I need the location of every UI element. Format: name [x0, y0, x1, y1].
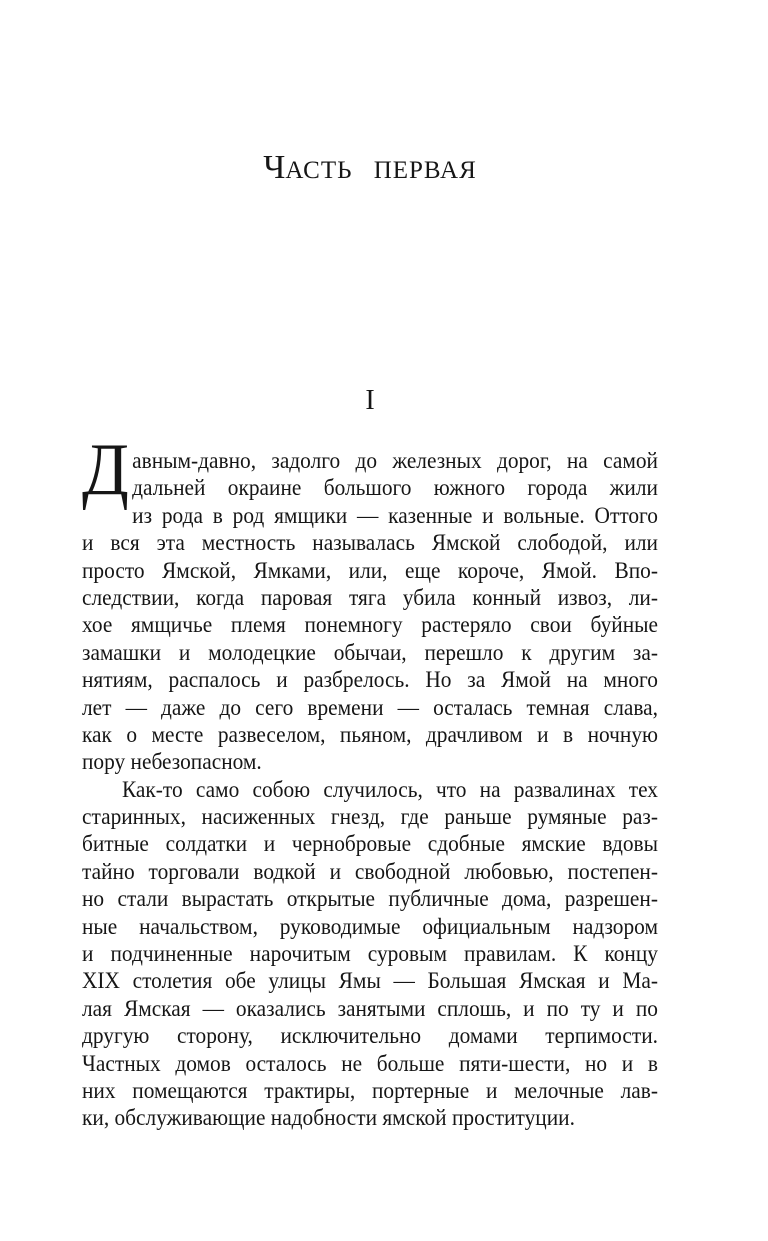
text-line: тайно торговали водкой и свободной любовью, постепен- — [82, 858, 658, 884]
part-heading — [82, 150, 658, 189]
text-line: нятиям, распалось и разбрелось. Но за Ямой на много — [82, 667, 658, 693]
text-line: старинных, насиженных гнезд, где раньше румяные раз- — [82, 804, 658, 830]
text-line: них помещаются трактиры, портерные и мелочные лав- — [82, 1077, 658, 1103]
text-line: ки, обслуживающие надобности ямской проституции. — [82, 1105, 575, 1131]
text-line: ные начальством, руководимые официальным надзором — [82, 913, 658, 939]
text-line: как о месте развеселом, пьяном, драчливом и в ночную — [82, 721, 658, 747]
text-line: авным-давно, задолго до железных дорог, на самой — [132, 448, 658, 473]
text-line: просто Ямской, Ямками, или, еще короче, Ямой. Впо- — [82, 557, 658, 583]
text-line: хое ямщичье племя понемногу растеряло свои буйные — [82, 612, 658, 638]
text-line: лет — даже до сего времени — осталась темная слава, — [82, 694, 658, 720]
text-line: XIX столетия обе улицы Ямы — Большая Ямская и Ма- — [82, 968, 658, 994]
part-heading-initial: Ч — [263, 149, 286, 186]
text-line: дальней окраине большого южного города жили — [132, 475, 658, 501]
text-block — [82, 429, 658, 1132]
paragraph-2 — [82, 776, 658, 1132]
chapter-number: I — [365, 385, 375, 416]
text-line: пору небезопасном. — [82, 749, 262, 775]
text-line: но стали вырастать открытые публичные дома, разрешен- — [82, 886, 658, 912]
text-line: лая Ямская — оказались занятыми сплошь, и по ту и по — [82, 995, 658, 1021]
text-line: битные солдатки и чернобровые сдобные ямские вдовы — [82, 831, 658, 857]
text-line: замашки и молодецкие обычаи, перешло к другим за- — [82, 639, 658, 665]
text-line: и подчиненные нарочитым суровым правилам. К концу — [82, 941, 658, 967]
text-line: и вся эта местность называлась Ямской слободой, или — [82, 530, 658, 556]
part-heading-rest: АСТЬ ПЕРВАЯ — [285, 157, 477, 184]
text-line: Как-то само собою случилось, что на развалинах тех — [121, 776, 658, 802]
text-line: следствии, когда паровая тяга убила конный извоз, ли- — [82, 584, 658, 610]
text-line: Частных домов осталось не больше пяти-шести, но и в — [82, 1050, 658, 1076]
drop-cap: Д — [82, 429, 129, 511]
paragraph-1 — [82, 429, 658, 776]
text-line: из рода в род ямщики — казенные и вольные. Оттого — [132, 502, 658, 528]
text-line: другую сторону, исключительно домами терпимости. — [82, 1023, 658, 1049]
